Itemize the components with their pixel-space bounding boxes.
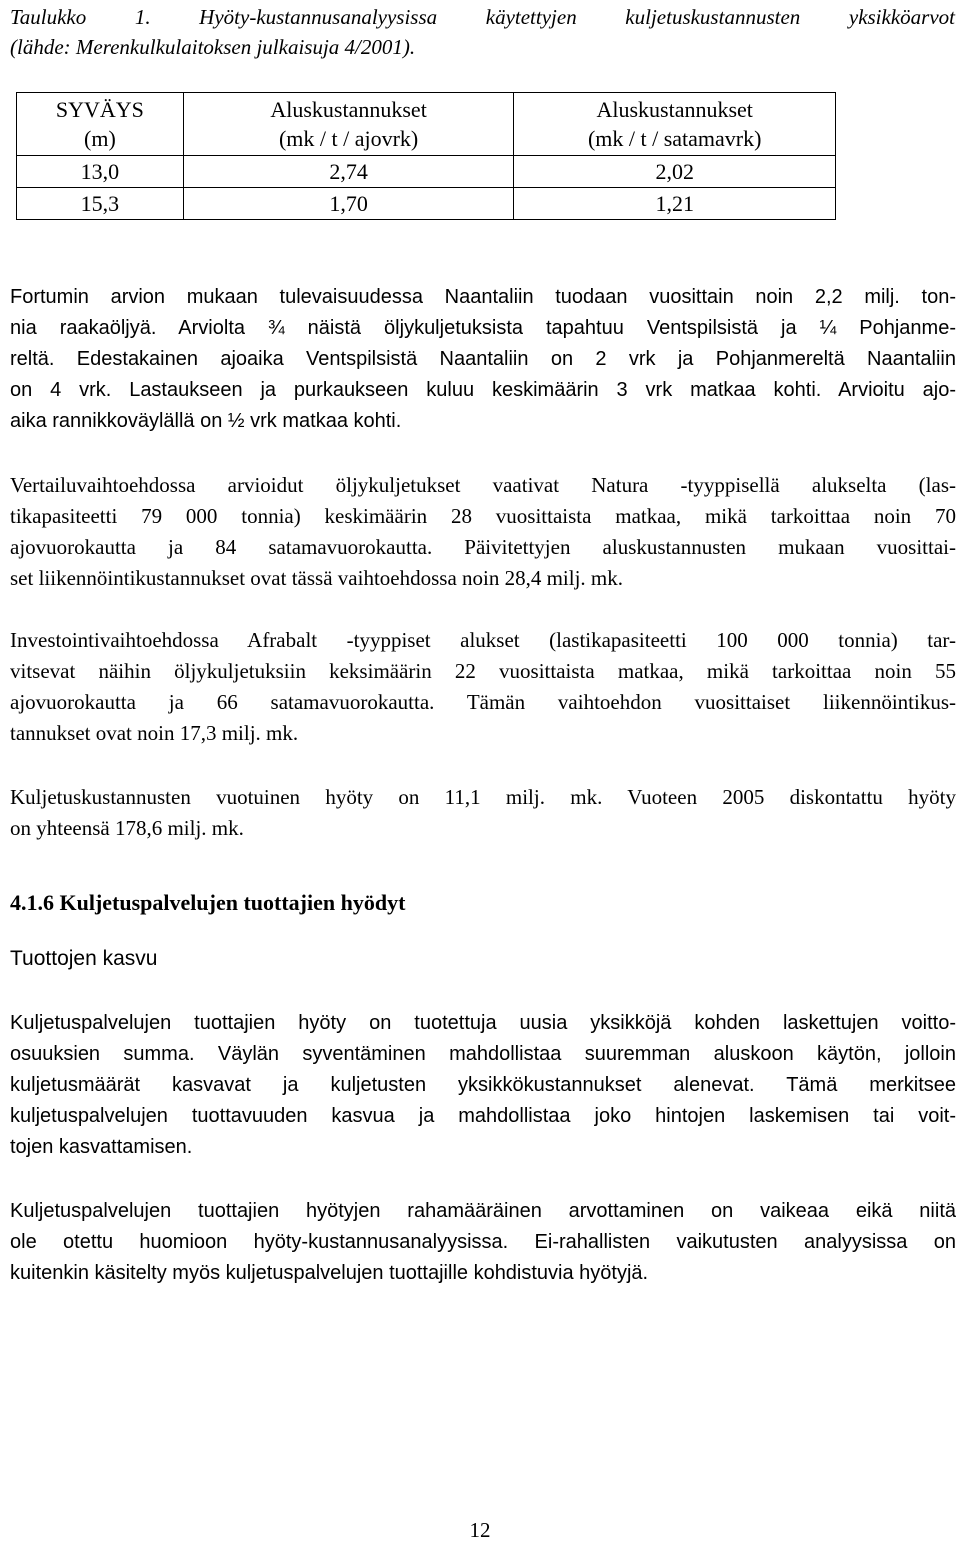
- header-text: Aluskustannukset: [596, 97, 753, 122]
- table-cell: 2,02: [514, 156, 836, 188]
- header-text: Aluskustannukset: [270, 97, 427, 122]
- table-header-row: [17, 93, 836, 156]
- caption-line: (lähde: Merenkulkulaitoksen julkaisuja 4/2001).: [10, 35, 416, 59]
- text-line: kuljetusmäärät kasvavat ja kuljetusten yksikkökustannukset alenevat. Tämä merkitsee: [10, 1074, 956, 1096]
- text-line: Kuljetuspalvelujen tuottajien hyöty on tuotettuja uusia yksikköjä kohden laskettujen voitto-: [10, 1012, 956, 1034]
- table-cell: 2,74: [183, 156, 514, 188]
- table-row: [17, 188, 836, 220]
- header-sailing-cost: [183, 93, 514, 156]
- section-subheading: Tuottojen kasvu: [10, 947, 158, 970]
- paragraph-investment-alternative: [10, 625, 956, 749]
- header-text: SYVÄYS: [55, 97, 144, 122]
- text-line: on yhteensä 178,6 milj. mk.: [10, 816, 244, 840]
- text-line: Vertailuvaihtoehdossa arvioidut öljykuljetukset vaativat Natura -tyyppisellä alukselta (las-: [10, 473, 956, 497]
- header-unit: (mk / t / ajovrk): [278, 126, 419, 151]
- table-cell: 1,21: [514, 188, 836, 220]
- paragraph-fortum: [10, 282, 956, 437]
- header-unit: (mk / t / satamavrk): [587, 126, 762, 151]
- text-line: kuljetuspalvelujen tuottavuuden kasvua ja mahdollistaa joko hintojen laskemisen tai voit-: [10, 1105, 956, 1127]
- text-line: tikapasiteetti 79 000 tonnia) keskimäärin 28 vuosittaista matkaa, mikä tarkoittaa noin 70: [10, 504, 956, 528]
- text-line: ole otettu huomioon hyöty-kustannusanalyysissa. Ei-rahallisten vaikutusten analyysissa on: [10, 1231, 956, 1253]
- text-line: osuuksien summa. Väylän syventäminen mahdollistaa suuremman aluskoon käytön, jolloin: [10, 1043, 956, 1065]
- header-port-cost: [514, 93, 836, 156]
- text-line: Kuljetuspalvelujen tuottajien hyötyjen rahamääräinen arvottaminen on vaikeaa eikä niitä: [10, 1200, 956, 1222]
- header-unit: (m): [84, 126, 116, 151]
- text-line: set liikennöintikustannukset ovat tässä vaihtoehdossa noin 28,4 milj. mk.: [10, 566, 624, 590]
- text-line: tojen kasvattamisen.: [10, 1136, 193, 1158]
- paragraph-valuation: [10, 1196, 956, 1289]
- paragraph-baseline-alternative: [10, 470, 956, 594]
- text-line: aika rannikkoväylällä on ½ vrk matkaa kohti.: [10, 410, 402, 432]
- text-line: kuitenkin käsitelty myös kuljetuspalvelujen tuottajille kohdistuvia hyötyjä.: [10, 1262, 649, 1284]
- paragraph-producer-benefit: [10, 1008, 956, 1163]
- text-line: Kuljetuskustannusten vuotuinen hyöty on 11,1 milj. mk. Vuoteen 2005 diskontattu hyöty: [10, 785, 956, 809]
- caption-line: Taulukko 1. Hyöty-kustannusanalyysissa käytettyjen kuljetuskustannusten yksikköarvot: [10, 5, 955, 29]
- text-line: on 4 vrk. Lastaukseen ja purkaukseen kuluu keskimäärin 3 vrk matkaa kohti. Arvioitu ajo-: [10, 379, 956, 401]
- text-line: Fortumin arvion mukaan tulevaisuudessa Naantaliin tuodaan vuosittain noin 2,2 milj. ton-: [10, 286, 956, 308]
- section-heading: 4.1.6 Kuljetuspalvelujen tuottajien hyödyt: [10, 890, 406, 915]
- text-line: nia raakaöljyä. Arviolta ¾ näistä öljykuljetuksista tapahtuu Ventspilsistä ja ¼ Pohjanme-: [10, 317, 956, 339]
- page-number: 12: [469, 1518, 491, 1542]
- text-line: reltä. Edestakainen ajoaika Ventspilsistä Naantaliin on 2 vrk ja Pohjanmereltä Naantaliin: [10, 348, 956, 370]
- table-row: [17, 156, 836, 188]
- text-line: tannukset ovat noin 17,3 milj. mk.: [10, 721, 299, 745]
- text-line: ajovuorokautta ja 84 satamavuorokautta. Päivitettyjen aluskustannusten mukaan vuosittai-: [10, 535, 956, 559]
- table-caption: [10, 2, 955, 62]
- table-cell: 13,0: [17, 156, 184, 188]
- table-cell: 1,70: [183, 188, 514, 220]
- text-line: Investointivaihtoehdossa Afrabalt -tyyppiset alukset (lastikapasiteetti 100 000 tonnia) tar-: [10, 628, 956, 652]
- cost-table: [16, 92, 836, 220]
- paragraph-annual-benefit: [10, 782, 956, 844]
- table-cell: 15,3: [17, 188, 184, 220]
- text-line: vitsevat näihin öljykuljetuksiin keksimäärin 22 vuosittaista matkaa, mikä tarkoittaa noin 55: [10, 659, 956, 683]
- text-line: ajovuorokautta ja 66 satamavuorokautta. Tämän vaihtoehdon vuosittaiset liikennöintikus-: [10, 690, 956, 714]
- header-draft: [17, 93, 184, 156]
